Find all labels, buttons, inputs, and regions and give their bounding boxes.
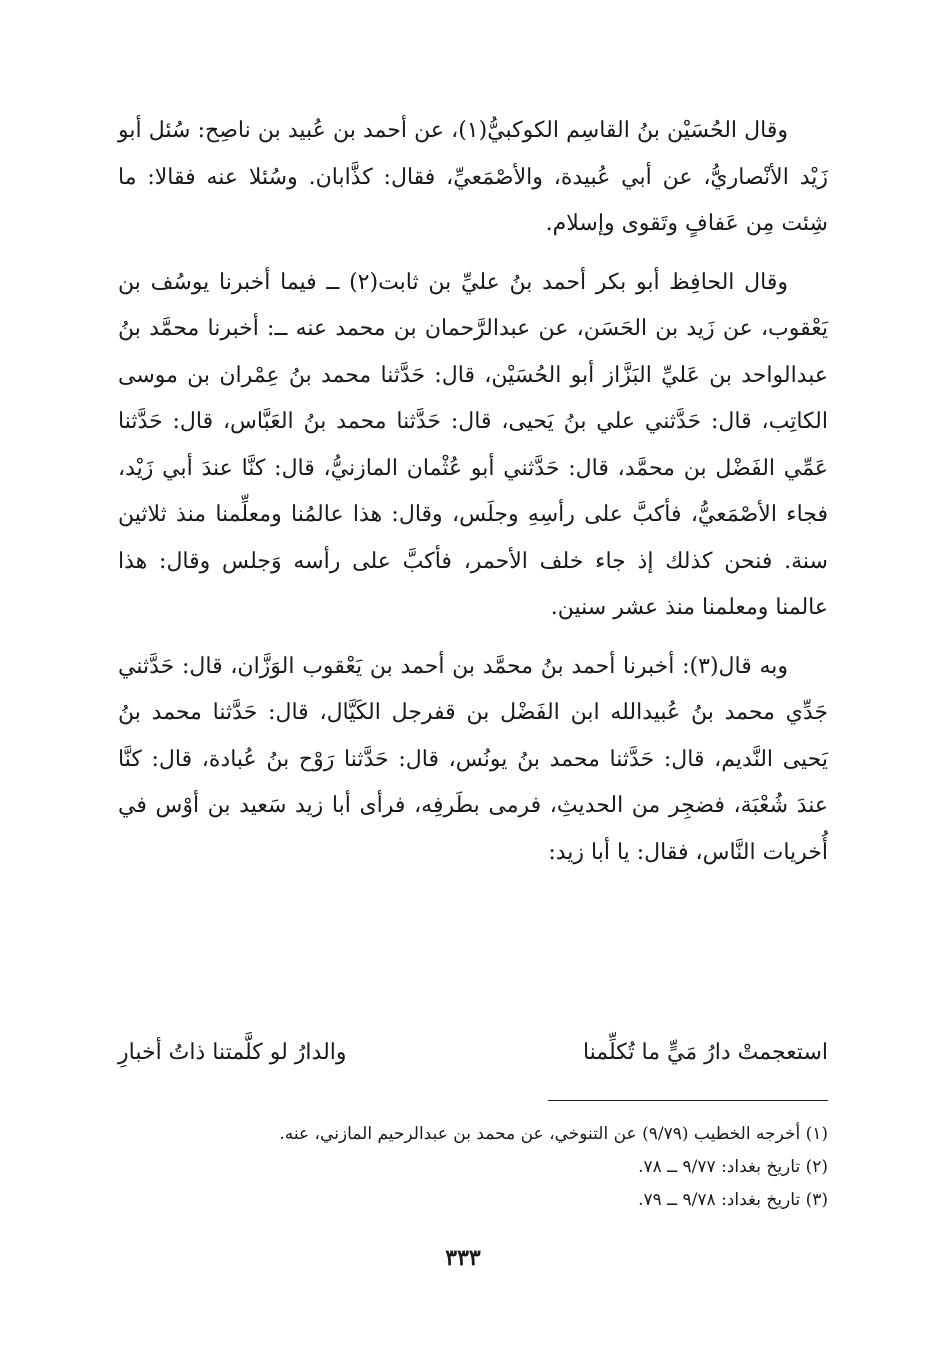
footnotes bbox=[118, 1118, 828, 1217]
paragraph-1: وقال الحُسَيْن بنُ القاسِم الكوكبيُّ(١)، عن أحمد بن عُبيد بن ناصِح: سُئل أبو زَيْد الأنْصاريُّ، عن أبي عُبيدة، والأصْمَعيِّ، فقال: كذَّابان. وسُئلا عنه فقالا: ما شِئت مِن عَفافٍ وتَقوى وإسلام. bbox=[118, 118, 828, 236]
paragraph-3: وبه قال(٣): أخبرنا أحمد بنُ محمَّد بن أحمد بن يَعْقوب الوَزَّان، قال: حَدَّثني جَدِّي محمد بنُ عُبيدالله ابن الفَضْل بن قفرجل الكَيَّال، قال: حَدَّثنا محمد بنُ يَحيى النَّديم، قال: حَدَّثنا محمد بنُ يونُس، قال: حَدَّثنا رَوْح بنُ عُبادة، قال: كنَّا عندَ شُعْبَة، فضجِر من الحديثِ، فرمى بطَرفِه، فرأى أبا زيد سَعيد بن أوْس في أُخريات النَّاس، فقال: يا أبا زيد: bbox=[118, 653, 828, 865]
verse-second-hemistich: والدارُ لو كلَّمتنا ذاتُ أخبارِ bbox=[118, 1040, 347, 1065]
footnote-separator bbox=[548, 1100, 828, 1101]
page-number: ٣٣٣ bbox=[445, 1245, 481, 1271]
verse-first-hemistich: استعجمتْ دارُ مَيٍّ ما تُكلِّمنا bbox=[582, 1040, 828, 1065]
paragraph-2: وقال الحافِظ أبو بكر أحمد بنُ عليِّ بن ثابت(٢) ــ فيما أخبرنا يوسُف بن يَعْقوب، عن زَيد بن الحَسَن، عن عبدالرَّحمان بن محمد عنه ــ: أخبرنا محمَّد بنُ عبدالواحد بن عَليِّ البَزَّاز أبو الحُسَيْن، قال: حَدَّثنا محمد بنُ عِمْران بن موسى الكاتِب، قال: حَدَّثني علي بنُ يَحيى، قال: حَدَّثنا محمد بنُ العَبَّاس، قال: حَدَّثنا عَمِّي الفَضْل بن محمَّد، قال: حَدَّثني أبو عُثْمان المازنيُّ، قال: كنَّا عندَ أبي زَيْد، فجاء الأصْمَعيُّ، فأكبَّ على رأسِهِ وجلَس، وقال: هذا عالمُنا ومعلِّمنا منذ ثلاثين سنة. فنحن كذلك إذ جاء خلف الأحمر، فأكبَّ على رأسه وَجلس وقال: هذا عالمنا ومعلمنا منذ عشر سنين. bbox=[118, 269, 828, 620]
footnote-1: (١) أخرجه الخطيب (٩/٧٩) عن التنوخي، عن محمد بن عبدالرحيم المازني، عنه. bbox=[279, 1124, 828, 1144]
footnote-2: (٢) تاريخ بغداد: ٩/٧٧ ــ ٧٨. bbox=[638, 1157, 828, 1177]
main-text bbox=[118, 108, 828, 888]
footnote-3: (٣) تاريخ بغداد: ٩/٧٨ ــ ٧٩. bbox=[638, 1190, 828, 1210]
poetry-verse bbox=[118, 1030, 828, 1076]
